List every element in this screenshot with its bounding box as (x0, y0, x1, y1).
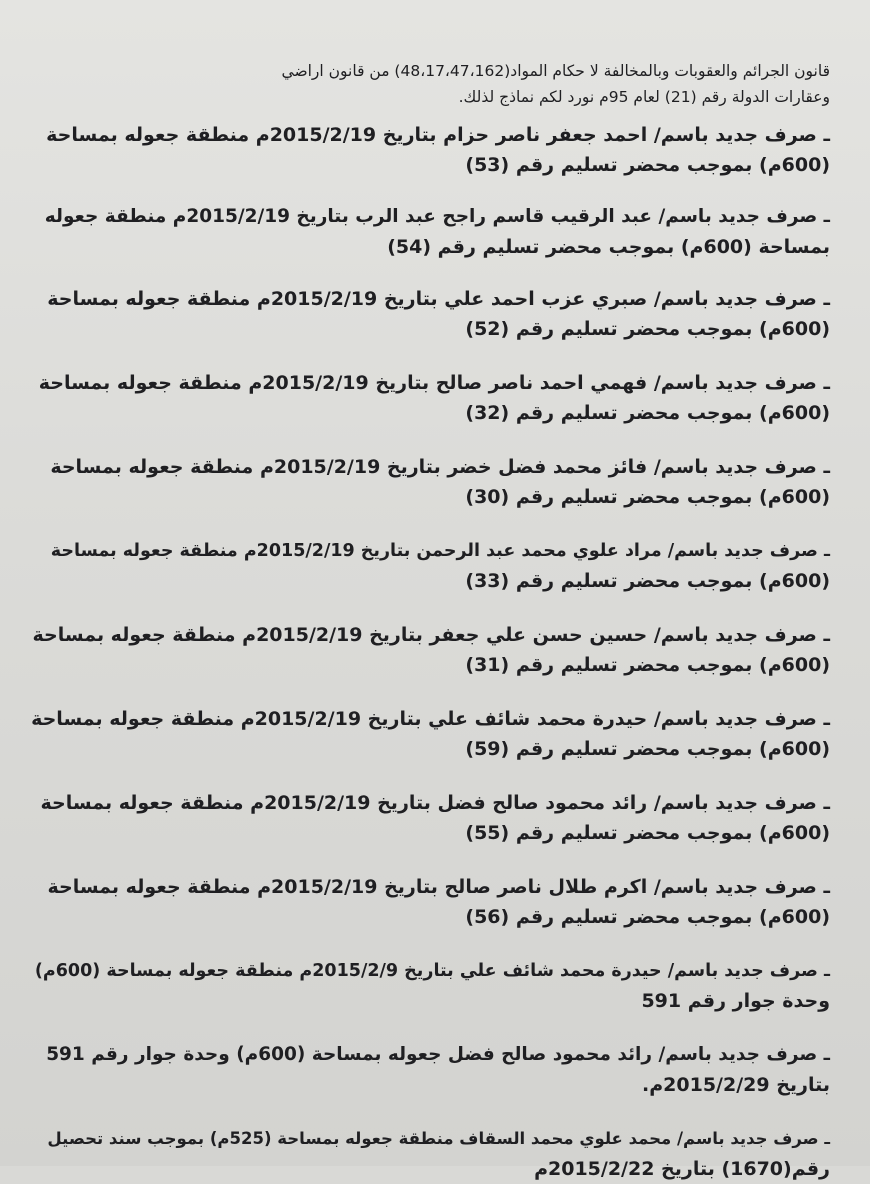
entry-line-2: رقم(1670) بتاريخ 2015/2/22م (534, 1158, 830, 1180)
entry-line-1: ـ صرف جديد باسم/ احمد جعفر ناصر حزام بتاريخ 2015/2/19م منطقة جعوله بمساحة (46, 124, 830, 146)
entry-line-2: (600م) بموجب محضر تسليم رقم (31) (465, 654, 830, 676)
entry-line-2: (600م) بموجب محضر تسليم رقم (56) (465, 906, 830, 928)
entry-line-2: (600م) بموجب محضر تسليم رقم (33) (465, 570, 830, 592)
list-item (30, 956, 830, 1016)
list-item (30, 704, 830, 764)
intro-paragraph (30, 58, 830, 110)
intro-line-1: قانون الجرائم والعقوبات وبالمخالفة لا حكام المواد(48،17،47،162) من قانون اراضي (281, 62, 830, 80)
list-item (30, 284, 830, 344)
entry-line-2: بتاريخ 2015/2/29م. (642, 1074, 830, 1096)
entry-line-2: وحدة جوار رقم 591 (641, 990, 830, 1012)
list-item (30, 536, 830, 596)
list-item (30, 452, 830, 512)
list-item (30, 872, 830, 932)
entry-line-2: بمساحة (600م) بموجب محضر تسليم رقم (54) (387, 236, 830, 258)
list-item (30, 1040, 830, 1100)
entry-line-1: ـ صرف جديد باسم/ مراد علوي محمد عبد الرحمن بتاريخ 2015/2/19م منطقة جعوله بمساحة (50, 541, 830, 561)
document-body (30, 58, 830, 1184)
list-item (30, 202, 830, 262)
entry-line-2: (600م) بموجب محضر تسليم رقم (53) (465, 154, 830, 176)
entry-line-2: (600م) بموجب محضر تسليم رقم (30) (465, 486, 830, 508)
list-item (30, 788, 830, 848)
list-item (30, 120, 830, 180)
entry-line-1: ـ صرف جديد باسم/ رائد محمود صالح فضل بتاريخ 2015/2/19م منطقة جعوله بمساحة (40, 792, 830, 814)
entry-line-1: ـ صرف جديد باسم/ حسين حسن علي جعفر بتاريخ 2015/2/19م منطقة جعوله بمساحة (32, 624, 830, 646)
entry-line-2: (600م) بموجب محضر تسليم رقم (55) (465, 822, 830, 844)
entry-line-1: ـ صرف جديد باسم/ رائد محمود صالح فضل جعوله بمساحة (600م) وحدة جوار رقم 591 (46, 1044, 830, 1065)
entry-line-1: ـ صرف جديد باسم/ محمد علوي محمد السقاف منطقة جعوله بمساحة (525م) بموجب سند تحصيل (47, 1129, 830, 1148)
entry-line-1: ـ صرف جديد باسم/ فهمي احمد ناصر صالح بتاريخ 2015/2/19م منطقة جعوله بمساحة (38, 372, 830, 394)
entry-line-1: ـ صرف جديد باسم/ صبري عزب احمد علي بتاريخ 2015/2/19م منطقة جعوله بمساحة (47, 288, 830, 310)
entry-line-2: (600م) بموجب محضر تسليم رقم (59) (465, 738, 830, 760)
entry-line-1: ـ صرف جديد باسم/ حيدرة محمد شائف علي بتاريخ 2015/2/19م منطقة جعوله بمساحة (31, 708, 830, 730)
entry-line-1: ـ صرف جديد باسم/ عبد الرقيب قاسم راجح عبد الرب بتاريخ 2015/2/19م منطقة جعوله (44, 206, 830, 227)
entry-line-1: ـ صرف جديد باسم/ فائز محمد فضل خضر بتاريخ 2015/2/19م منطقة جعوله بمساحة (50, 456, 830, 478)
entry-line-1: ـ صرف جديد باسم/ اكرم طلال ناصر صالح بتاريخ 2015/2/19م منطقة جعوله بمساحة (47, 876, 830, 898)
list-item (30, 620, 830, 680)
list-item (30, 1124, 830, 1184)
entry-line-2: (600م) بموجب محضر تسليم رقم (52) (465, 318, 830, 340)
entry-line-2: (600م) بموجب محضر تسليم رقم (32) (465, 402, 830, 424)
entry-line-1: ـ صرف جديد باسم/ حيدرة محمد شائف علي بتاريخ 2015/2/9م منطقة جعوله بمساحة (600م) (34, 961, 830, 981)
list-item (30, 368, 830, 428)
intro-line-2: وعقارات الدولة رقم (21) لعام 95م نورد لكم نماذج لذلك. (458, 88, 830, 106)
